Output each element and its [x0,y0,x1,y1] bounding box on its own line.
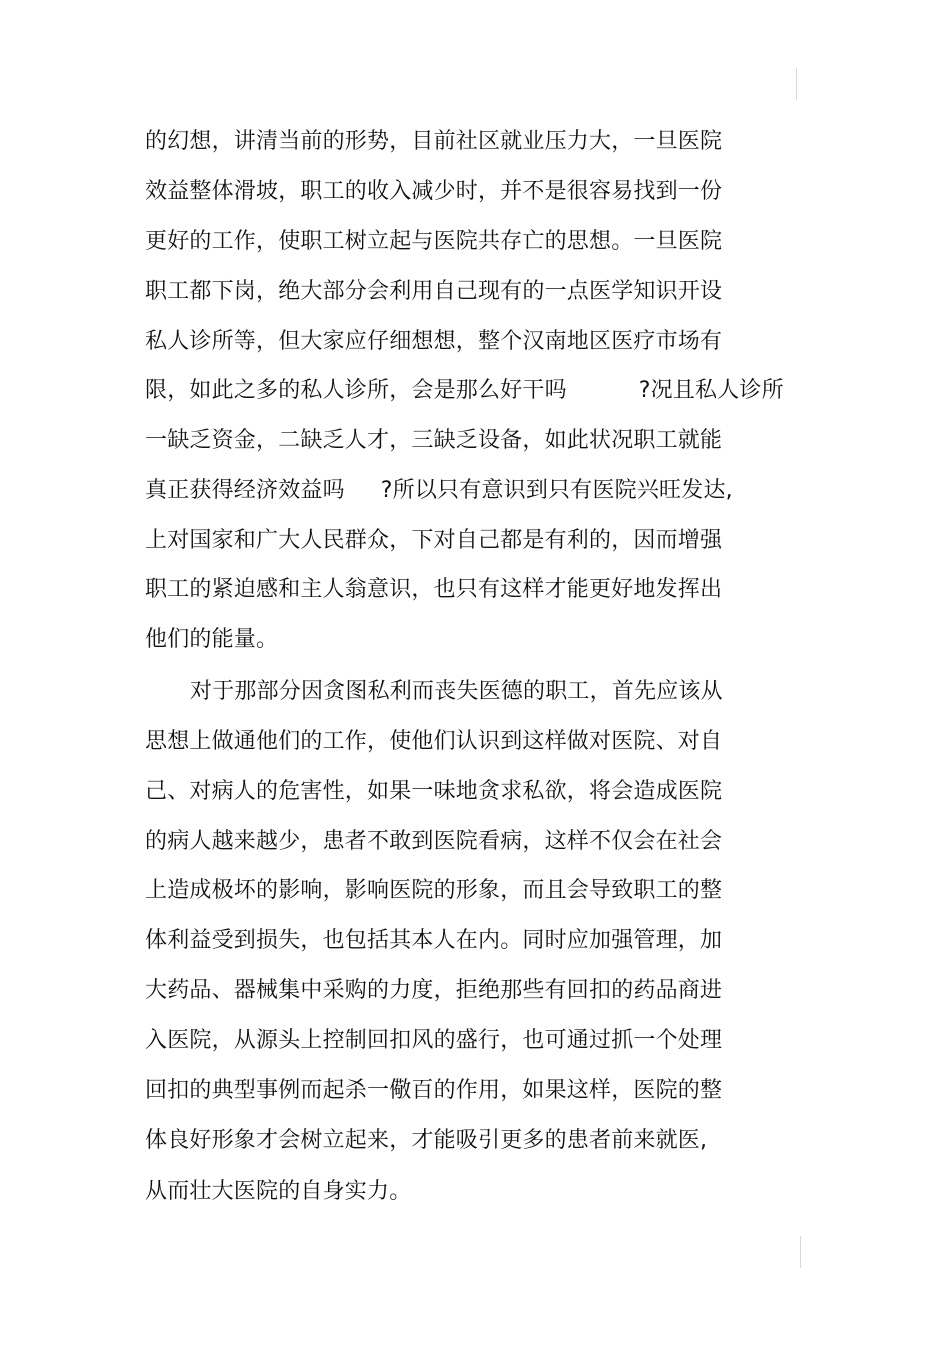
text-line: 入医院，从源头上控制回扣风的盛行，也可通过抓一个处理 [145,1028,723,1053]
text-line: 的幻想，讲清当前的形势，目前社区就业压力大，一旦医院 [145,129,723,154]
text-line: 他们的能量。 [145,627,279,652]
text-line: 对于那部分因贪图私利而丧失医德的职工，首先应该从 [190,679,723,704]
text-line: 思想上做通他们的工作，使他们认识到这样做对医院、对自 [145,729,723,754]
text-line: 回扣的典型事例而起杀一儆百的作用，如果这样，医院的整 [145,1078,723,1103]
text-line: 上对国家和广大人民群众，下对自己都是有利的，因而增强 [145,528,723,553]
page-edge-mark-top [796,68,797,100]
text-line: 大药品、器械集中采购的力度，拒绝那些有回扣的药品商进 [145,978,723,1003]
text-line: 效益整体滑坡，职工的收入减少时，并不是很容易找到一份 [145,179,723,204]
text-line: 更好的工作，使职工树立起与医院共存亡的思想。一旦医院 [145,229,723,254]
text-line: 限，如此之多的私人诊所，会是那么好干吗 ?况且私人诊所 [145,378,784,403]
text-line: 己、对病人的危害性，如果一味地贪求私欲，将会造成医院 [145,779,723,804]
text-line: 的病人越来越少，患者不敢到医院看病，这样不仅会在社会 [145,829,723,854]
text-line: 从而壮大医院的自身实力。 [145,1179,412,1204]
text-line: 职工都下岗，绝大部分会利用自己现有的一点医学知识开设 [145,279,723,304]
text-line: 真正获得经济效益吗 ?所以只有意识到只有医院兴旺发达, [145,478,733,503]
text-line: 体良好形象才会树立起来，才能吸引更多的患者前来就医, [145,1128,708,1153]
text-line: 体利益受到损失，也包括其本人在内。同时应加强管理，加 [145,928,723,953]
text-line: 一缺乏资金，二缺乏人才，三缺乏设备，如此状况职工就能 [145,428,723,453]
text-line: 职工的紧迫感和主人翁意识，也只有这样才能更好地发挥出 [145,577,723,602]
page-edge-mark-bottom [800,1236,801,1268]
text-line: 私人诊所等，但大家应仔细想想，整个汉南地区医疗市场有 [145,329,723,354]
text-line: 上造成极坏的影响，影响医院的形象，而且会导致职工的整 [145,878,723,903]
